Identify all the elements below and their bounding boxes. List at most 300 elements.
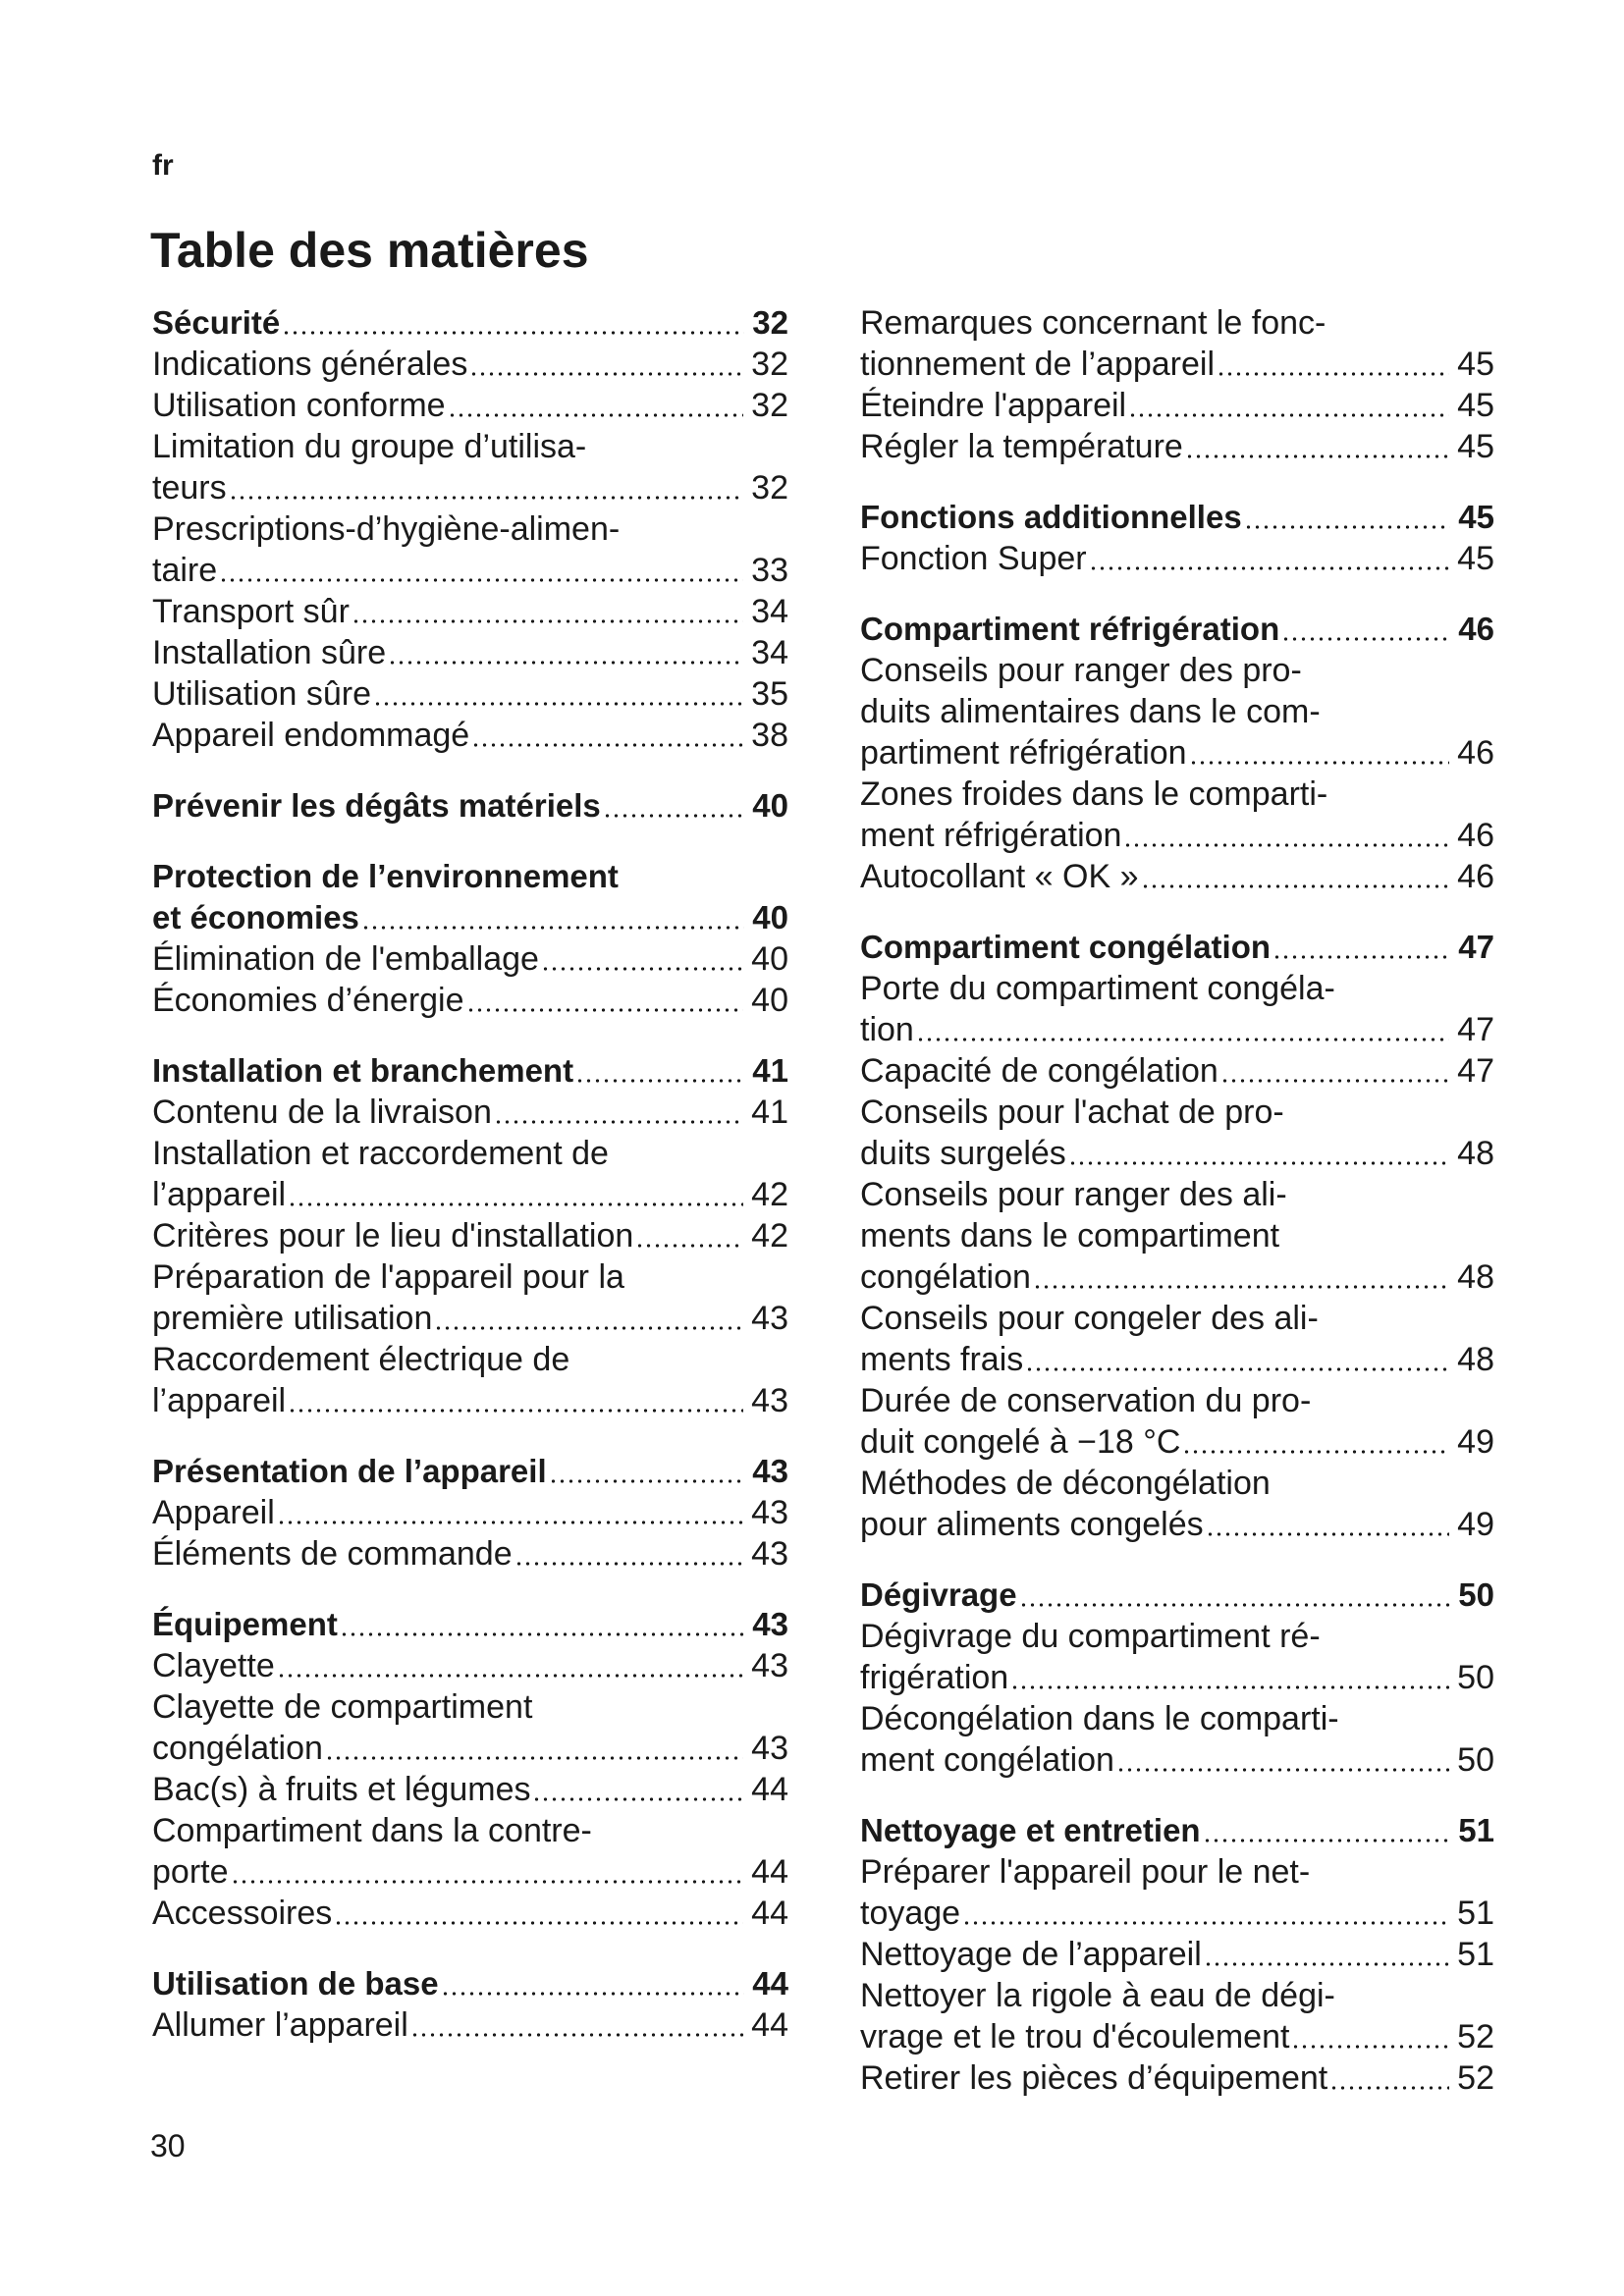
toc-entry-title: Présentation de l’appareil bbox=[152, 1453, 547, 1489]
dot-leader bbox=[373, 697, 743, 707]
dot-leader bbox=[282, 326, 744, 336]
toc-entry-line bbox=[152, 1092, 788, 1133]
toc-entry-title: Fonction Super bbox=[860, 540, 1087, 577]
dot-leader bbox=[288, 1404, 743, 1414]
toc-page-number: 50 bbox=[1457, 1659, 1494, 1696]
dot-leader bbox=[1033, 1280, 1449, 1290]
dot-leader bbox=[549, 1474, 745, 1484]
toc-entry[interactable] bbox=[860, 302, 1494, 385]
toc-entry-title: Installation sûre bbox=[152, 634, 387, 671]
dot-leader bbox=[494, 1115, 743, 1125]
toc-section-heading[interactable] bbox=[860, 1575, 1494, 1616]
toc-page-number: 51 bbox=[1458, 1812, 1494, 1848]
toc-section bbox=[152, 1604, 788, 1934]
toc-entry-title: porte bbox=[152, 1853, 229, 1891]
dot-leader bbox=[448, 408, 744, 418]
toc-entry-title: Éteindre l'appareil bbox=[860, 387, 1127, 424]
toc-entry-title: et économies bbox=[152, 899, 359, 935]
dot-leader bbox=[325, 1751, 743, 1761]
toc-entry-text-line: Clayette de compartiment bbox=[152, 1688, 533, 1726]
toc-page-number: 40 bbox=[752, 787, 788, 824]
toc-entry-text-line: Compartiment dans la contre- bbox=[152, 1812, 592, 1849]
dot-leader bbox=[219, 573, 743, 583]
dot-leader bbox=[1123, 838, 1449, 848]
toc-page-number: 38 bbox=[751, 717, 788, 754]
toc-page-number: 40 bbox=[752, 899, 788, 935]
toc-page-number: 42 bbox=[751, 1176, 788, 1213]
toc-entry[interactable] bbox=[860, 1463, 1494, 1545]
toc-entry-line bbox=[152, 550, 788, 591]
toc-section bbox=[152, 1451, 788, 1575]
dot-leader bbox=[1025, 1362, 1449, 1372]
dot-leader bbox=[1204, 1957, 1449, 1967]
toc-entry[interactable] bbox=[860, 1698, 1494, 1781]
toc-entry-line bbox=[152, 344, 788, 385]
toc-entry-line bbox=[860, 1893, 1494, 1934]
toc-page-number: 45 bbox=[1457, 387, 1494, 424]
dot-leader bbox=[1010, 1681, 1449, 1690]
toc-entry-line bbox=[860, 1009, 1494, 1050]
dot-leader bbox=[388, 656, 743, 666]
toc-entry[interactable] bbox=[860, 385, 1494, 426]
toc-entry-line bbox=[860, 1339, 1494, 1380]
toc-entry-line bbox=[860, 2016, 1494, 2057]
toc-entry[interactable] bbox=[152, 1645, 788, 1686]
toc-entry-line bbox=[860, 1133, 1494, 1174]
toc-entry-title: Installation et branchement bbox=[152, 1052, 574, 1089]
toc-entry-line bbox=[152, 1604, 788, 1645]
toc-entry-text-line: Méthodes de décongélation bbox=[860, 1465, 1271, 1502]
toc-entry[interactable] bbox=[152, 1215, 788, 1256]
toc-entry-line bbox=[860, 1810, 1494, 1851]
toc-entry-text-line: ments dans le compartiment bbox=[860, 1217, 1280, 1255]
toc-entry-title: Éléments de commande bbox=[152, 1535, 513, 1573]
toc-page-number: 51 bbox=[1457, 1936, 1494, 1973]
toc-entry-line bbox=[152, 1851, 788, 1893]
toc-page-number: 32 bbox=[751, 346, 788, 383]
toc-entry-title: Bac(s) à fruits et légumes bbox=[152, 1771, 531, 1808]
toc-entry-line bbox=[152, 1050, 788, 1092]
toc-entry[interactable] bbox=[860, 1934, 1494, 1975]
dot-leader bbox=[410, 2028, 743, 2038]
toc-page-number: 47 bbox=[1457, 1011, 1494, 1048]
dot-leader bbox=[1220, 1074, 1449, 1084]
toc-entry-line bbox=[152, 1963, 788, 2004]
toc-entry-title: Capacité de congélation bbox=[860, 1052, 1218, 1090]
toc-entry[interactable] bbox=[152, 385, 788, 426]
toc-entry[interactable] bbox=[152, 1533, 788, 1575]
toc-entry-line bbox=[152, 1174, 788, 1215]
toc-page-number: 50 bbox=[1458, 1576, 1494, 1613]
toc-entry[interactable] bbox=[860, 1616, 1494, 1698]
toc-entry-title: première utilisation bbox=[152, 1300, 433, 1337]
toc-page-number: 35 bbox=[751, 675, 788, 713]
toc-page-number: 51 bbox=[1457, 1895, 1494, 1932]
toc-page-number: 44 bbox=[752, 1965, 788, 2002]
toc-page-number: 49 bbox=[1457, 1423, 1494, 1461]
dot-leader bbox=[441, 1987, 745, 1997]
toc-entry-line bbox=[860, 1657, 1494, 1698]
toc-entry-title: Fonctions additionnelles bbox=[860, 499, 1242, 535]
toc-page-number: 43 bbox=[751, 1535, 788, 1573]
toc-entry[interactable] bbox=[152, 980, 788, 1021]
toc-entry[interactable] bbox=[152, 1810, 788, 1893]
toc-page-number: 43 bbox=[752, 1606, 788, 1642]
dot-leader bbox=[361, 921, 744, 931]
toc-page-number: 48 bbox=[1457, 1135, 1494, 1172]
toc-entry-title: toyage bbox=[860, 1895, 961, 1932]
toc-entry-title: Nettoyage et entretien bbox=[860, 1812, 1201, 1848]
toc-entry-line bbox=[152, 1215, 788, 1256]
toc-entry-line bbox=[860, 856, 1494, 897]
toc-page-number: 33 bbox=[751, 552, 788, 589]
toc-entry-title: pour aliments congelés bbox=[860, 1506, 1204, 1543]
dot-leader bbox=[514, 1557, 744, 1567]
toc-page-number: 32 bbox=[751, 469, 788, 507]
toc-entry-title: Appareil endommagé bbox=[152, 717, 470, 754]
toc-entry-line bbox=[860, 1256, 1494, 1298]
toc-page-number: 43 bbox=[751, 1647, 788, 1684]
toc-entry[interactable] bbox=[152, 508, 788, 591]
toc-entry-title: duits surgelés bbox=[860, 1135, 1066, 1172]
toc-entry[interactable] bbox=[152, 1339, 788, 1421]
dot-leader bbox=[1089, 561, 1450, 571]
toc-entry-text-line: Zones froides dans le comparti- bbox=[860, 775, 1328, 813]
toc-entry[interactable] bbox=[860, 1092, 1494, 1174]
toc-entry-line bbox=[152, 897, 788, 938]
toc-entry-text-line: Limitation du groupe d’utilisa- bbox=[152, 428, 587, 465]
toc-entry-title: ment réfrigération bbox=[860, 817, 1122, 854]
toc-entry-line bbox=[152, 715, 788, 756]
toc-entry-line bbox=[860, 497, 1494, 538]
toc-entry-line bbox=[860, 732, 1494, 774]
toc-page-number: 46 bbox=[1458, 611, 1494, 647]
toc-page-number: 43 bbox=[751, 1300, 788, 1337]
toc-entry-text-line: Installation et raccordement de bbox=[152, 1135, 609, 1172]
toc-entry-line bbox=[860, 1575, 1494, 1616]
toc-section bbox=[152, 302, 788, 756]
toc-page-number: 34 bbox=[751, 634, 788, 671]
toc-entry-title: Indications générales bbox=[152, 346, 468, 383]
toc-entry-line bbox=[152, 632, 788, 673]
toc-entry-line bbox=[860, 344, 1494, 385]
dot-leader bbox=[1272, 950, 1450, 960]
toc-entry-title: Critères pour le lieu d'installation bbox=[152, 1217, 634, 1255]
toc-page-number: 43 bbox=[751, 1494, 788, 1531]
toc-entry[interactable] bbox=[860, 1380, 1494, 1463]
toc-page-number: 47 bbox=[1457, 1052, 1494, 1090]
toc-section-heading[interactable] bbox=[152, 1963, 788, 2004]
toc-entry-line bbox=[860, 1421, 1494, 1463]
toc-entry[interactable] bbox=[860, 968, 1494, 1050]
toc-section-heading[interactable] bbox=[860, 497, 1494, 538]
toc-entry-line bbox=[152, 980, 788, 1021]
toc-section-heading[interactable] bbox=[152, 785, 788, 827]
toc-page-number: 45 bbox=[1458, 499, 1494, 535]
toc-entry-title: ment congélation bbox=[860, 1741, 1114, 1779]
dot-leader bbox=[340, 1628, 744, 1637]
toc-entry-title: Utilisation sûre bbox=[152, 675, 371, 713]
toc-entry[interactable] bbox=[860, 1975, 1494, 2057]
toc-entry-line bbox=[152, 467, 788, 508]
toc-entry-title: Contenu de la livraison bbox=[152, 1094, 492, 1131]
dot-leader bbox=[1116, 1763, 1449, 1773]
toc-entry[interactable] bbox=[860, 538, 1494, 579]
toc-page-number: 46 bbox=[1457, 734, 1494, 772]
toc-entry[interactable] bbox=[152, 938, 788, 980]
toc-entry-title: ments frais bbox=[860, 1341, 1024, 1378]
toc-page-number: 45 bbox=[1457, 540, 1494, 577]
dot-leader bbox=[469, 367, 743, 377]
toc-page-number: 41 bbox=[751, 1094, 788, 1131]
dot-leader bbox=[277, 1669, 743, 1679]
dot-leader bbox=[471, 738, 743, 748]
toc-entry-line bbox=[152, 785, 788, 827]
dot-leader bbox=[229, 491, 744, 501]
toc-page-number: 44 bbox=[751, 2006, 788, 2044]
toc-section bbox=[152, 1963, 788, 2046]
toc-entry[interactable] bbox=[860, 774, 1494, 856]
toc-entry[interactable] bbox=[152, 715, 788, 756]
dot-leader bbox=[1141, 880, 1450, 889]
dot-leader bbox=[1217, 367, 1449, 377]
toc-entry[interactable] bbox=[860, 1174, 1494, 1298]
toc-entry[interactable] bbox=[152, 1769, 788, 1810]
toc-entry-line bbox=[152, 302, 788, 344]
toc-page-number: 43 bbox=[751, 1730, 788, 1767]
toc-entry-title: Nettoyage de l’appareil bbox=[860, 1936, 1202, 1973]
toc-entry-title: Accessoires bbox=[152, 1895, 333, 1932]
toc-section-heading[interactable] bbox=[152, 1604, 788, 1645]
toc-page-number: 43 bbox=[751, 1382, 788, 1419]
dot-leader bbox=[1291, 2040, 1449, 2050]
toc-entry-line bbox=[860, 815, 1494, 856]
toc-entry-line bbox=[860, 385, 1494, 426]
toc-entry-line bbox=[152, 1533, 788, 1575]
toc-entry-line bbox=[152, 938, 788, 980]
toc-entry-title: Compartiment congélation bbox=[860, 929, 1272, 965]
toc-page-number: 45 bbox=[1457, 428, 1494, 465]
dot-leader bbox=[334, 1916, 743, 1926]
toc-entry[interactable] bbox=[860, 1851, 1494, 1934]
toc-section-heading[interactable] bbox=[152, 856, 788, 938]
dot-leader bbox=[1244, 520, 1451, 530]
toc-entry[interactable] bbox=[152, 591, 788, 632]
toc-page-number: 42 bbox=[751, 1217, 788, 1255]
dot-leader bbox=[277, 1516, 743, 1525]
toc-entry-line bbox=[152, 1298, 788, 1339]
toc-section bbox=[860, 1575, 1494, 1781]
toc-entry[interactable] bbox=[860, 2057, 1494, 2099]
toc-page-number: 44 bbox=[751, 1895, 788, 1932]
toc-entry[interactable] bbox=[152, 1492, 788, 1533]
toc-entry-title: Utilisation conforme bbox=[152, 387, 446, 424]
page-title: Table des matières bbox=[150, 223, 589, 278]
toc-section bbox=[860, 497, 1494, 579]
toc-page-number: 52 bbox=[1457, 2018, 1494, 2056]
toc-entry-title: Dégivrage bbox=[860, 1576, 1017, 1613]
dot-leader bbox=[1203, 1834, 1451, 1843]
toc-page-number: 46 bbox=[1457, 858, 1494, 895]
toc-page-number: 48 bbox=[1457, 1258, 1494, 1296]
toc-entry[interactable] bbox=[152, 673, 788, 715]
toc-page-number: 44 bbox=[751, 1771, 788, 1808]
toc-entry-line bbox=[860, 1934, 1494, 1975]
dot-leader bbox=[962, 1916, 1449, 1926]
toc-section-heading[interactable] bbox=[860, 1810, 1494, 1851]
toc-entry-title: tion bbox=[860, 1011, 914, 1048]
toc-page-number: 48 bbox=[1457, 1341, 1494, 1378]
toc-page-number: 46 bbox=[1457, 817, 1494, 854]
toc-section-heading[interactable] bbox=[152, 1451, 788, 1492]
toc-entry-title: Prévenir les dégâts matériels bbox=[152, 787, 601, 824]
toc-entry-text-line: Conseils pour ranger des ali- bbox=[860, 1176, 1287, 1213]
toc-entry-title: congélation bbox=[152, 1730, 323, 1767]
toc-entry-title: Transport sûr bbox=[152, 593, 350, 630]
toc-entry-line bbox=[152, 591, 788, 632]
dot-leader bbox=[1182, 1445, 1449, 1455]
toc-entry-text-line: Préparation de l'appareil pour la bbox=[152, 1258, 624, 1296]
dot-leader bbox=[288, 1198, 743, 1207]
toc-entry-text-line: Protection de l’environnement bbox=[152, 858, 619, 894]
toc-entry[interactable] bbox=[152, 1893, 788, 1934]
toc-entry-line bbox=[860, 2057, 1494, 2099]
toc-entry-line bbox=[860, 538, 1494, 579]
language-code: fr bbox=[152, 149, 174, 182]
toc-entry-title: l’appareil bbox=[152, 1382, 287, 1419]
toc-column-left bbox=[152, 302, 788, 2075]
toc-entry-title: Régler la température bbox=[860, 428, 1183, 465]
dot-leader bbox=[1128, 408, 1449, 418]
toc-entry-line bbox=[152, 1728, 788, 1769]
dot-leader bbox=[1281, 632, 1450, 642]
toc-entry-line bbox=[152, 2004, 788, 2046]
toc-page-number: 40 bbox=[751, 940, 788, 978]
toc-entry-title: Appareil bbox=[152, 1494, 275, 1531]
toc-section bbox=[860, 609, 1494, 897]
toc-page-number: 43 bbox=[752, 1453, 788, 1489]
toc-entry-line bbox=[152, 1492, 788, 1533]
toc-entry[interactable] bbox=[152, 1092, 788, 1133]
toc-entry-title: frigération bbox=[860, 1659, 1009, 1696]
toc-entry-title: tionnement de l’appareil bbox=[860, 346, 1216, 383]
dot-leader bbox=[532, 1792, 743, 1802]
toc-page-number: 40 bbox=[751, 982, 788, 1019]
toc-entry-text-line: Raccordement électrique de bbox=[152, 1341, 570, 1378]
toc-entry-title: partiment réfrigération bbox=[860, 734, 1187, 772]
toc-entry-text-line: Durée de conservation du pro- bbox=[860, 1382, 1312, 1419]
toc-entry[interactable] bbox=[152, 426, 788, 508]
toc-entry-text-line: Prescriptions-d’hygiène-alimen- bbox=[152, 510, 621, 548]
toc-entry-text-line: Décongélation dans le comparti- bbox=[860, 1700, 1339, 1737]
toc-entry-line bbox=[860, 927, 1494, 968]
toc-entry-text-line: Conseils pour congeler des ali- bbox=[860, 1300, 1319, 1337]
toc-entry[interactable] bbox=[152, 1256, 788, 1339]
dot-leader bbox=[434, 1321, 743, 1331]
toc-entry[interactable] bbox=[152, 1133, 788, 1215]
toc-entry[interactable] bbox=[860, 1298, 1494, 1380]
dot-leader bbox=[575, 1074, 744, 1084]
toc-entry-title: Élimination de l'emballage bbox=[152, 940, 539, 978]
toc-entry[interactable] bbox=[860, 426, 1494, 467]
toc-entry-title: taire bbox=[152, 552, 218, 589]
toc-entry-line bbox=[860, 609, 1494, 650]
toc-entry-line bbox=[152, 1451, 788, 1492]
toc-section bbox=[860, 927, 1494, 1545]
toc-entry[interactable] bbox=[152, 1686, 788, 1769]
toc-entry-line bbox=[860, 426, 1494, 467]
toc-entry-title: vrage et le trou d'écoulement bbox=[860, 2018, 1290, 2056]
toc-entry-text-line: Porte du compartiment congéla- bbox=[860, 970, 1335, 1007]
dot-leader bbox=[352, 614, 743, 624]
dot-leader bbox=[1329, 2081, 1449, 2091]
toc-section-heading[interactable] bbox=[152, 1050, 788, 1092]
toc-entry[interactable] bbox=[860, 856, 1494, 897]
toc-page-number: 52 bbox=[1457, 2059, 1494, 2097]
toc-entry-title: Équipement bbox=[152, 1606, 338, 1642]
toc-entry-line bbox=[152, 673, 788, 715]
dot-leader bbox=[1189, 756, 1450, 766]
toc-entry-line bbox=[152, 385, 788, 426]
toc-entry-title: l’appareil bbox=[152, 1176, 287, 1213]
toc-section bbox=[152, 856, 788, 1021]
toc-entry[interactable] bbox=[152, 2004, 788, 2046]
toc-page-number: 41 bbox=[752, 1052, 788, 1089]
page-number: 30 bbox=[150, 2128, 186, 2163]
dot-leader bbox=[1206, 1527, 1450, 1537]
toc-page-number: 45 bbox=[1457, 346, 1494, 383]
toc-entry-title: Sécurité bbox=[152, 304, 281, 341]
toc-entry-title: congélation bbox=[860, 1258, 1031, 1296]
toc-page-number: 50 bbox=[1457, 1741, 1494, 1779]
toc-section-heading[interactable] bbox=[860, 609, 1494, 650]
toc-entry-line bbox=[860, 1739, 1494, 1781]
toc-entry-line bbox=[152, 1769, 788, 1810]
toc-entry-line bbox=[152, 1380, 788, 1421]
toc-entry-title: Compartiment réfrigération bbox=[860, 611, 1280, 647]
toc-page-number: 44 bbox=[751, 1853, 788, 1891]
toc-page-number: 47 bbox=[1458, 929, 1494, 965]
toc-entry-text-line: duits alimentaires dans le com- bbox=[860, 693, 1321, 730]
toc-entry[interactable] bbox=[152, 632, 788, 673]
toc-section-heading[interactable] bbox=[860, 927, 1494, 968]
toc-page-number: 32 bbox=[752, 304, 788, 341]
toc-entry-text-line: Remarques concernant le fonc- bbox=[860, 304, 1326, 342]
toc-section bbox=[860, 302, 1494, 467]
toc-entry-title: duit congelé à −18 °C bbox=[860, 1423, 1181, 1461]
toc-entry-title: Utilisation de base bbox=[152, 1965, 439, 2002]
toc-entry-line bbox=[860, 1050, 1494, 1092]
toc-entry-line bbox=[152, 1893, 788, 1934]
toc-section-heading[interactable] bbox=[152, 302, 788, 344]
dot-leader bbox=[916, 1033, 1449, 1042]
dot-leader bbox=[603, 809, 745, 819]
dot-leader bbox=[541, 962, 743, 972]
toc-entry[interactable] bbox=[152, 344, 788, 385]
toc-entry-text-line: Nettoyer la rigole à eau de dégi- bbox=[860, 1977, 1335, 2014]
toc-entry[interactable] bbox=[860, 650, 1494, 774]
toc-entry-title: Clayette bbox=[152, 1647, 275, 1684]
toc-entry-text-line: Dégivrage du compartiment ré- bbox=[860, 1618, 1321, 1655]
toc-entry[interactable] bbox=[860, 1050, 1494, 1092]
toc-entry-title: Retirer les pièces d’équipement bbox=[860, 2059, 1328, 2097]
toc-section bbox=[152, 1050, 788, 1421]
toc-entry-text-line: Conseils pour ranger des pro- bbox=[860, 652, 1302, 689]
dot-leader bbox=[1019, 1598, 1451, 1608]
toc-entry-title: teurs bbox=[152, 469, 227, 507]
toc-entry-line bbox=[152, 1645, 788, 1686]
toc-column-right bbox=[860, 302, 1494, 2128]
